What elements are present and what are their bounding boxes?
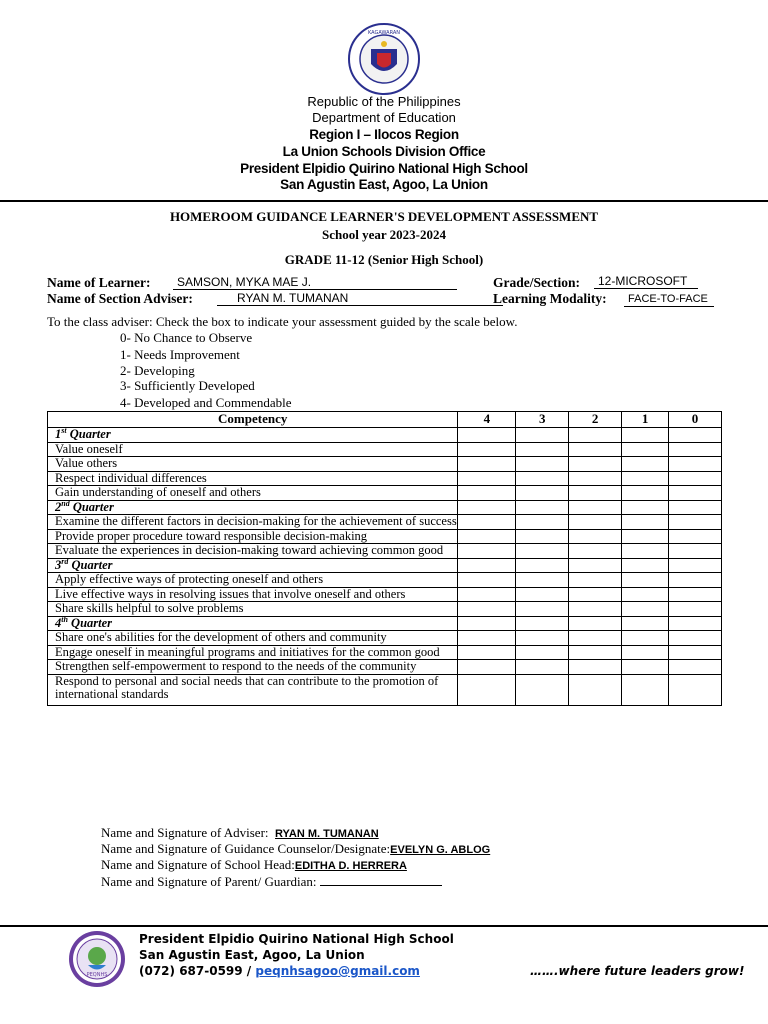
check-box[interactable] (622, 573, 669, 588)
check-box[interactable] (516, 544, 569, 559)
check-box[interactable] (458, 515, 516, 530)
check-box[interactable] (669, 486, 722, 501)
competency-text: Respond to personal and social needs that can contribute to the promotion of international standards (48, 674, 458, 705)
scale-item: 1- Needs Improvement (120, 347, 240, 362)
check-box[interactable] (669, 674, 722, 705)
check-box[interactable] (516, 674, 569, 705)
header-score-4: 4 (458, 412, 516, 428)
check-box[interactable] (622, 631, 669, 646)
check-box[interactable] (622, 544, 669, 559)
grade-section-value: 12-MICROSOFT (594, 274, 698, 289)
check-box[interactable] (516, 602, 569, 617)
check-box[interactable] (569, 457, 622, 472)
check-box[interactable] (669, 457, 722, 472)
check-box[interactable] (516, 631, 569, 646)
table-row (48, 529, 722, 544)
footer-divider (0, 925, 768, 927)
check-box[interactable] (458, 645, 516, 660)
scale-item: 2- Developing (120, 363, 195, 378)
header-score-2: 2 (569, 412, 622, 428)
check-box[interactable] (622, 500, 669, 515)
check-box[interactable] (622, 442, 669, 457)
scale-item: 4- Developed and Commendable (120, 395, 292, 410)
competency-text: Respect individual differences (48, 471, 458, 486)
check-box[interactable] (516, 500, 569, 515)
check-box[interactable] (458, 457, 516, 472)
quarter-label: 4th Quarter (48, 616, 458, 631)
check-box[interactable] (622, 428, 669, 443)
adviser-label: Name of Section Adviser: (47, 291, 193, 306)
check-box[interactable] (458, 500, 516, 515)
table-row (48, 442, 722, 457)
table-row (48, 645, 722, 660)
learner-label: Name of Learner: (47, 275, 151, 290)
competency-text: Engage oneself in meaningful programs and initiatives for the common good (48, 645, 458, 660)
check-box[interactable] (622, 616, 669, 631)
check-box[interactable] (622, 587, 669, 602)
check-box[interactable] (516, 515, 569, 530)
header-score-0: 0 (669, 412, 722, 428)
check-box[interactable] (569, 515, 622, 530)
check-box[interactable] (622, 486, 669, 501)
check-box[interactable] (622, 515, 669, 530)
check-box[interactable] (569, 674, 622, 705)
header-department: Department of Education (312, 110, 456, 125)
check-box[interactable] (669, 587, 722, 602)
header-divider (0, 200, 768, 202)
check-box[interactable] (569, 529, 622, 544)
quarter-row (48, 428, 722, 443)
competency-text: Live effective ways in resolving issues that involve oneself and others (48, 587, 458, 602)
check-box[interactable] (458, 442, 516, 457)
competency-text: Value oneself (48, 442, 458, 457)
competency-text: Evaluate the experiences in decision-making toward achieving common good (48, 544, 458, 559)
check-box[interactable] (622, 674, 669, 705)
grade-section-label: Grade/Section: (493, 275, 580, 290)
competency-table (47, 411, 722, 706)
modality-label: Learning Modality: (493, 291, 607, 306)
learner-value: SAMSON, MYKA MAE J. (173, 275, 457, 290)
table-row (48, 486, 722, 501)
check-box[interactable] (669, 660, 722, 675)
check-box[interactable] (622, 602, 669, 617)
table-row (48, 471, 722, 486)
competency-text: Share skills helpful to solve problems (48, 602, 458, 617)
check-box[interactable] (669, 500, 722, 515)
check-box[interactable] (669, 428, 722, 443)
check-box[interactable] (622, 645, 669, 660)
adviser-signature: Name and Signature of Adviser: RYAN M. TUMANAN (101, 825, 379, 840)
header-republic: Republic of the Philippines (307, 94, 461, 109)
check-box[interactable] (458, 587, 516, 602)
check-box[interactable] (622, 660, 669, 675)
check-box[interactable] (569, 616, 622, 631)
check-box[interactable] (569, 428, 622, 443)
check-box[interactable] (569, 602, 622, 617)
check-box[interactable] (669, 442, 722, 457)
check-box[interactable] (516, 660, 569, 675)
header-address: San Agustin East, Agoo, La Union (280, 177, 488, 192)
scale-item: 0- No Chance to Observe (120, 330, 253, 345)
footer-address: San Agustin East, Agoo, La Union (139, 948, 365, 962)
check-box[interactable] (458, 486, 516, 501)
check-box[interactable] (669, 529, 722, 544)
table-row (48, 457, 722, 472)
check-box[interactable] (516, 616, 569, 631)
check-box[interactable] (569, 486, 622, 501)
check-box[interactable] (669, 645, 722, 660)
check-box[interactable] (622, 471, 669, 486)
check-box[interactable] (569, 645, 622, 660)
check-box[interactable] (569, 631, 622, 646)
check-box[interactable] (516, 428, 569, 443)
scale-item: 3- Sufficiently Developed (120, 378, 255, 393)
grade-level: GRADE 11-12 (Senior High School) (284, 252, 484, 267)
header-region: Region I – Ilocos Region (309, 127, 459, 142)
parent-signature: Name and Signature of Parent/ Guardian: (101, 873, 442, 890)
check-box[interactable] (458, 529, 516, 544)
check-box[interactable] (569, 573, 622, 588)
footer-phone: (072) 687-0599 / (139, 964, 256, 978)
header-score-3: 3 (516, 412, 569, 428)
check-box[interactable] (569, 471, 622, 486)
table-header-row (48, 412, 722, 428)
parent-signature-line[interactable] (320, 873, 442, 886)
check-box[interactable] (669, 558, 722, 573)
check-box[interactable] (669, 544, 722, 559)
check-box[interactable] (669, 631, 722, 646)
school-logo (68, 930, 126, 988)
header-school: President Elpidio Quirino National High School (240, 161, 528, 176)
quarter-row (48, 558, 722, 573)
check-box[interactable] (458, 573, 516, 588)
school-logo-text: PEQNHS (86, 972, 108, 978)
header-score-1: 1 (622, 412, 669, 428)
check-box[interactable] (458, 544, 516, 559)
table-row (48, 573, 722, 588)
table-row (48, 544, 722, 559)
check-box[interactable] (516, 558, 569, 573)
svg-text:KAGAWARAN: KAGAWARAN (367, 30, 401, 36)
check-box[interactable] (458, 602, 516, 617)
school-year: School year 2023-2024 (322, 227, 446, 242)
check-box[interactable] (458, 616, 516, 631)
check-box[interactable] (622, 457, 669, 472)
competency-text: Share one's abilities for the development of others and community (48, 631, 458, 646)
check-box[interactable] (458, 471, 516, 486)
quarter-label: 3rd Quarter (48, 558, 458, 573)
check-box[interactable] (516, 471, 569, 486)
header-competency: Competency (48, 412, 458, 428)
check-box[interactable] (458, 428, 516, 443)
competency-text: Value others (48, 457, 458, 472)
table-row (48, 587, 722, 602)
competency-text: Provide proper procedure toward responsible decision-making (48, 529, 458, 544)
check-box[interactable] (669, 515, 722, 530)
table-row (48, 602, 722, 617)
table-row (48, 631, 722, 646)
table-row (48, 660, 722, 675)
competency-text: Strengthen self-empowerment to respond to the needs of the community (48, 660, 458, 675)
check-box[interactable] (669, 573, 722, 588)
check-box[interactable] (669, 616, 722, 631)
quarter-row (48, 500, 722, 515)
competency-text: Apply effective ways of protecting oneself and others (48, 573, 458, 588)
modality-value: FACE-TO-FACE (624, 292, 714, 307)
competency-text: Examine the different factors in decision-making for the achievement of success (48, 515, 458, 530)
school-head-signature: Name and Signature of School Head:EDITHA D. HERRERA (101, 857, 407, 872)
quarter-label: 2nd Quarter (48, 500, 458, 515)
check-box[interactable] (569, 442, 622, 457)
quarter-label: 1st Quarter (48, 428, 458, 443)
table-row (48, 674, 722, 705)
check-box[interactable] (622, 558, 669, 573)
adviser-value: RYAN M. TUMANAN (217, 291, 503, 306)
table-row (48, 515, 722, 530)
check-box[interactable] (669, 471, 722, 486)
competency-text: Gain understanding of oneself and others (48, 486, 458, 501)
check-box[interactable] (516, 645, 569, 660)
check-box[interactable] (516, 486, 569, 501)
deped-seal-logo (347, 22, 421, 96)
check-box[interactable] (569, 544, 622, 559)
check-box[interactable] (516, 442, 569, 457)
footer-tagline: …….where future leaders grow! (530, 964, 745, 978)
check-box[interactable] (458, 660, 516, 675)
check-box[interactable] (516, 529, 569, 544)
check-box[interactable] (569, 587, 622, 602)
instructions-text: To the class adviser: Check the box to indicate your assessment guided by the scale below. (47, 314, 518, 329)
check-box[interactable] (458, 674, 516, 705)
check-box[interactable] (458, 631, 516, 646)
footer-email-link[interactable]: peqnhsagoo@gmail.com (255, 964, 420, 978)
counselor-signature: Name and Signature of Guidance Counselor/Designate:EVELYN G. ABLOG (101, 841, 491, 856)
check-box[interactable] (669, 602, 722, 617)
footer-contact (139, 964, 420, 978)
footer-school-name: President Elpidio Quirino National High School (139, 932, 454, 946)
check-box[interactable] (622, 529, 669, 544)
header-division: La Union Schools Division Office (282, 144, 486, 159)
quarter-row (48, 616, 722, 631)
check-box[interactable] (516, 457, 569, 472)
check-box[interactable] (516, 587, 569, 602)
check-box[interactable] (458, 558, 516, 573)
form-title: HOMEROOM GUIDANCE LEARNER'S DEVELOPMENT ASSESSMENT (169, 209, 599, 224)
check-box[interactable] (569, 558, 622, 573)
check-box[interactable] (516, 573, 569, 588)
check-box[interactable] (569, 500, 622, 515)
check-box[interactable] (569, 660, 622, 675)
